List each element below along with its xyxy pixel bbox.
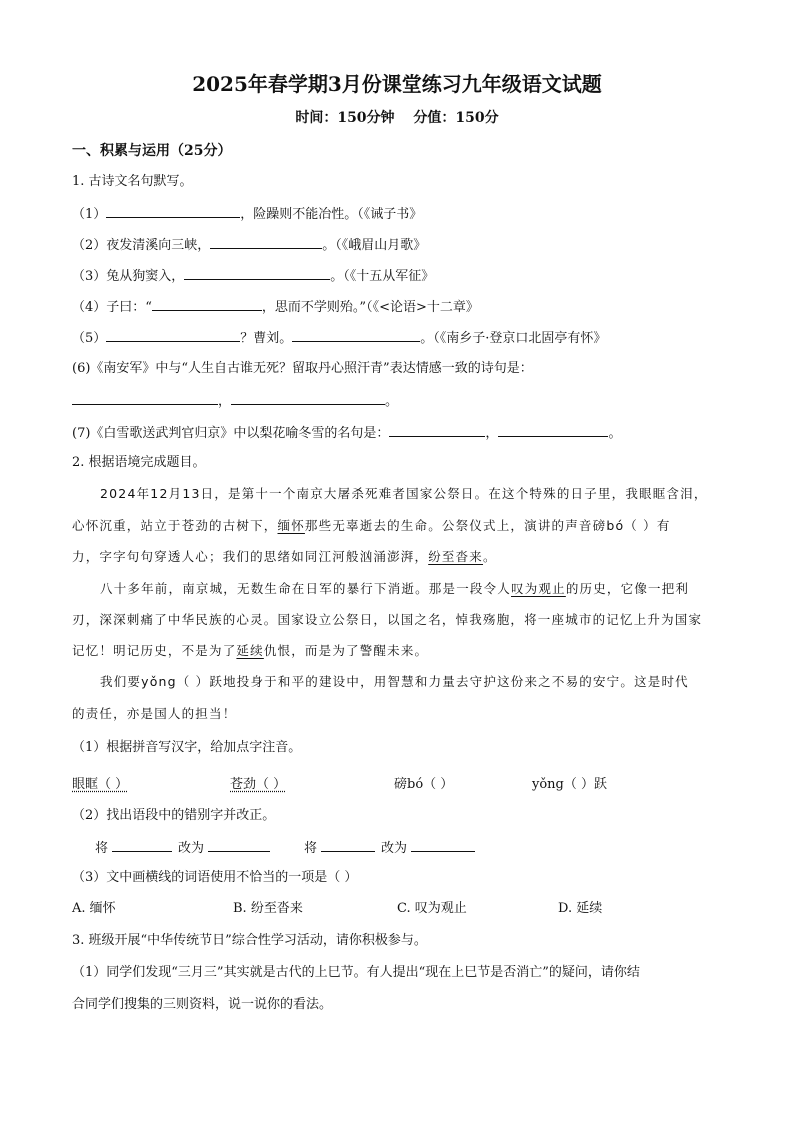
answer-blank[interactable] <box>389 423 485 437</box>
q3-sub1-line: （1）同学们发现“三月三”其实就是古代的上巳节。有人提出“现在上巳节是否消亡”的疑问，请你结 <box>72 965 640 980</box>
option-b[interactable]: B. 纷至沓来 <box>233 901 303 916</box>
q1-item-6: (6)《南安军》中与“人生自古谁无死？留取丹心照汗青”表达情感一致的诗句是： <box>72 361 533 376</box>
pinyin-item-1: 眼眶（ ） <box>72 777 129 792</box>
answer-blank[interactable] <box>106 204 240 218</box>
answer-blank[interactable] <box>411 838 475 852</box>
passage-line: 八十多年前，南京城，无数生命在日军的暴行下消逝。那是一段令人叹为观止的历史，它像一把利 <box>100 581 690 596</box>
option-d[interactable]: D. 延续 <box>558 901 603 916</box>
answer-blank[interactable] <box>231 391 385 405</box>
answer-blank[interactable] <box>208 838 270 852</box>
pinyin-item-2: 苍劲（ ） <box>230 777 287 792</box>
q2-sub2: （2）找出语段中的错别字并改正。 <box>72 808 276 823</box>
passage-line: 力，字字句句穿透人心；我们的思绪如同江河般汹涌澎湃，纷至沓来。 <box>72 549 497 564</box>
page-title: 2025年春学期3月份课堂练习九年级语文试题 <box>192 72 602 96</box>
option-c[interactable]: C. 叹为观止 <box>397 901 467 916</box>
section-heading: 一、积累与运用（25分） <box>72 143 232 159</box>
q1-item-2: （2）夜发清溪向三峡， 。（《峨眉山月歌》 <box>72 235 426 255</box>
answer-blank[interactable] <box>112 838 172 852</box>
option-a[interactable]: A. 缅怀 <box>72 901 116 916</box>
passage-line: 我们要yǒng（ ）跃地投身于和平的建设中，用智慧和力量去守护这份来之不易的安宁。这是时代 <box>100 674 689 689</box>
q1-stem: 1. 古诗文名句默写。 <box>72 174 193 189</box>
underlined-word: 叹为观止 <box>511 581 566 596</box>
pinyin-item-4: yǒng（ ）跃 <box>532 777 607 792</box>
q3-stem: 3. 班级开展“中华传统节日”综合性学习活动，请你积极参与。 <box>72 933 427 948</box>
q3-sub1-line: 合同学们搜集的三则资料，说一说你的看法。 <box>72 997 333 1012</box>
answer-blank[interactable] <box>210 235 322 249</box>
q2-sub3: （3）文中画横线的词语使用不恰当的一项是（ ） <box>72 870 358 885</box>
q1-item-5: （5） ？曹刘。 。（《南乡子·登京口北固亭有怀》 <box>72 328 606 348</box>
q2-stem: 2. 根据语境完成题目。 <box>72 455 206 470</box>
q1-item-1: （1） ，险躁则不能冶性。（《诫子书》 <box>72 204 422 224</box>
q1-item-6-answer: ， 。 <box>72 391 398 411</box>
passage-line: 的责任，亦是国人的担当！ <box>72 706 237 721</box>
passage-line: 刃，深深刺痛了中华民族的心灵。国家设立公祭日，以国之名，悼我殇胞，将一座城市的记忆上升为国家 <box>72 612 703 627</box>
underlined-word: 缅怀 <box>277 518 305 533</box>
q1-item-4: （4）子曰：“ ，思而不学则殆。”（《<论语>十二章》 <box>72 297 479 317</box>
answer-blank[interactable] <box>321 838 375 852</box>
answer-blank[interactable] <box>72 391 218 405</box>
underlined-word: 延续 <box>236 643 264 658</box>
exam-time-score: 时间：150分钟 分值：150分 <box>295 110 499 126</box>
q2-sub1: （1）根据拼音写汉字，给加点字注音。 <box>72 740 302 755</box>
q2-correction-row: 将 改为 将 改为 <box>95 838 475 858</box>
passage-line: 2024年12月13日，是第十一个南京大屠杀死难者国家公祭日。在这个特殊的日子里，我眼眶含泪， <box>100 486 708 501</box>
answer-blank[interactable] <box>184 266 330 280</box>
answer-blank[interactable] <box>106 328 240 342</box>
q1-item-3: （3）兔从狗窦入， 。（《十五从军征》 <box>72 266 434 286</box>
underlined-word: 纷至沓来 <box>428 549 484 564</box>
q1-item-7: (7)《白雪歌送武判官归京》中以梨花喻冬雪的名句是： ， 。 <box>72 423 621 443</box>
passage-line: 记忆！明记历史，不是为了延续仇恨，而是为了警醒未来。 <box>72 643 429 658</box>
pinyin-item-3: 磅bó（ ） <box>394 777 454 792</box>
answer-blank[interactable] <box>152 297 262 311</box>
passage-line: 心怀沉重，站立于苍劲的古树下，缅怀那些无辜逝去的生命。公祭仪式上，演讲的声音磅bó（ ）有 <box>72 518 671 533</box>
answer-blank[interactable] <box>498 423 608 437</box>
answer-blank[interactable] <box>292 328 420 342</box>
